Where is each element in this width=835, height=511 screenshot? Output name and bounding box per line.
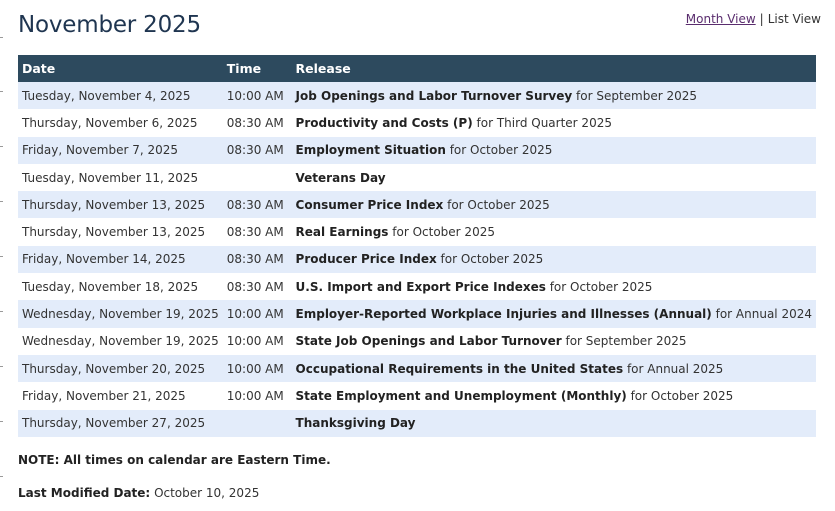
release-cell [292, 355, 816, 382]
release-time: 08:30 AM [223, 246, 292, 273]
release-time: 10:00 AM [223, 328, 292, 355]
column-header-time: Time [223, 55, 292, 82]
release-time: 08:30 AM [223, 218, 292, 245]
release-period: for October 2025 [449, 143, 553, 158]
table-row [18, 218, 816, 245]
release-name: Veterans Day [295, 170, 386, 185]
release-time: 10:00 AM [223, 382, 292, 409]
release-cell [292, 137, 816, 164]
last-modified [18, 486, 259, 500]
table-row [18, 82, 816, 109]
release-period: for October 2025 [549, 279, 653, 294]
release-time: 08:30 AM [223, 109, 292, 136]
release-date: Tuesday, November 11, 2025 [18, 164, 223, 191]
release-cell [292, 109, 816, 136]
release-period: for October 2025 [392, 225, 495, 240]
release-date: Thursday, November 20, 2025 [18, 355, 223, 382]
release-date: Thursday, November 6, 2025 [18, 109, 223, 136]
release-date: Friday, November 7, 2025 [18, 137, 223, 164]
release-date: Friday, November 21, 2025 [18, 382, 223, 409]
release-name: Employment Situation [295, 143, 446, 158]
release-time: 08:30 AM [223, 273, 292, 300]
release-period: for Annual 2025 [626, 361, 724, 376]
table-row [18, 137, 816, 164]
view-separator: | [759, 12, 764, 26]
release-period: for October 2025 [440, 252, 544, 267]
table-row [18, 191, 816, 218]
page-edge-markers [0, 0, 3, 511]
release-date: Thursday, November 13, 2025 [18, 191, 223, 218]
release-name: State Employment and Unemployment (Monthly) [295, 388, 627, 403]
release-period: for Third Quarter 2025 [476, 115, 612, 130]
release-name: Producer Price Index [295, 252, 437, 267]
table-row [18, 382, 816, 409]
table-header-row [18, 55, 816, 82]
release-time [223, 410, 292, 437]
release-cell [292, 300, 816, 327]
release-time: 10:00 AM [223, 355, 292, 382]
table-row [18, 300, 816, 327]
release-period: for September 2025 [565, 334, 687, 349]
release-cell [292, 382, 816, 409]
last-modified-date: October 10, 2025 [154, 486, 260, 500]
page-title: November 2025 [18, 12, 201, 38]
release-cell [292, 218, 816, 245]
release-cell [292, 410, 816, 437]
release-schedule-table [18, 55, 816, 437]
column-header-date: Date [18, 55, 223, 82]
release-cell [292, 82, 816, 109]
release-name: U.S. Import and Export Price Indexes [295, 279, 546, 294]
timezone-note: NOTE: All times on calendar are Eastern Time. [18, 453, 331, 467]
release-period: for September 2025 [576, 88, 698, 103]
view-switch [686, 12, 821, 26]
table-row [18, 328, 816, 355]
release-cell [292, 164, 816, 191]
list-view-label: List View [767, 12, 821, 26]
table-row [18, 355, 816, 382]
release-time [223, 164, 292, 191]
column-header-release: Release [292, 55, 816, 82]
table-row [18, 246, 816, 273]
month-view-link[interactable]: Month View [685, 12, 756, 26]
release-name: Real Earnings [295, 225, 389, 240]
table-row [18, 273, 816, 300]
release-time: 08:30 AM [223, 137, 292, 164]
table-row [18, 410, 816, 437]
release-name: Employer-Reported Workplace Injuries and Illnesses (Annual) [295, 307, 712, 322]
release-date: Friday, November 14, 2025 [18, 246, 223, 273]
release-date: Tuesday, November 4, 2025 [18, 82, 223, 109]
release-period: for Annual 2024 [715, 307, 812, 322]
release-period: for October 2025 [630, 388, 734, 403]
release-date: Wednesday, November 19, 2025 [18, 328, 223, 355]
release-name: Job Openings and Labor Turnover Survey [295, 88, 573, 103]
release-name: State Job Openings and Labor Turnover [295, 334, 562, 349]
release-time: 08:30 AM [223, 191, 292, 218]
release-cell [292, 273, 816, 300]
release-date: Wednesday, November 19, 2025 [18, 300, 223, 327]
release-time: 10:00 AM [223, 82, 292, 109]
last-modified-label: Last Modified Date: [18, 486, 151, 500]
release-name: Productivity and Costs (P) [295, 115, 473, 130]
release-period: for October 2025 [447, 197, 550, 212]
release-date: Tuesday, November 18, 2025 [18, 273, 223, 300]
release-time: 10:00 AM [223, 300, 292, 327]
release-cell [292, 246, 816, 273]
release-name: Occupational Requirements in the United States [295, 361, 624, 376]
release-name: Consumer Price Index [295, 197, 444, 212]
table-row [18, 109, 816, 136]
release-date: Thursday, November 27, 2025 [18, 410, 223, 437]
table-row [18, 164, 816, 191]
release-name: Thanksgiving Day [295, 416, 416, 431]
release-cell [292, 191, 816, 218]
release-cell [292, 328, 816, 355]
release-date: Thursday, November 13, 2025 [18, 218, 223, 245]
